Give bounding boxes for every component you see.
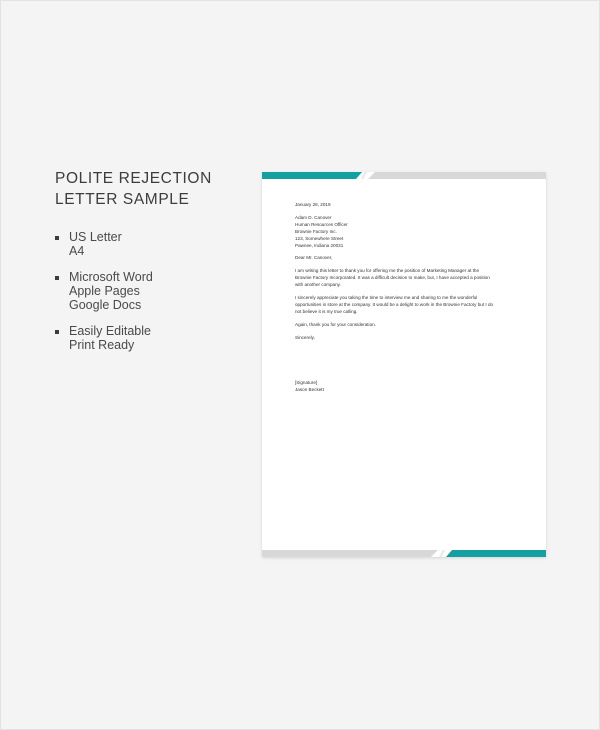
address-line: Human Resources Officer bbox=[295, 221, 348, 227]
template-info-panel bbox=[55, 168, 245, 364]
address-line: Pawnee, Indiana 20031 bbox=[295, 242, 344, 248]
feature-group-apps bbox=[55, 270, 245, 312]
footer-slash-divider bbox=[439, 550, 445, 557]
paragraph-line: with another company. bbox=[295, 282, 341, 288]
title-line: POLITE REJECTION bbox=[55, 170, 212, 187]
feature-item: A4 bbox=[69, 244, 85, 258]
bullet-icon bbox=[55, 330, 59, 334]
feature-item: Google Docs bbox=[69, 298, 142, 312]
feature-group-formats bbox=[55, 230, 245, 258]
letter-preview[interactable] bbox=[262, 172, 546, 557]
header-accent-bar bbox=[262, 172, 362, 179]
feature-item: Microsoft Word bbox=[69, 270, 153, 284]
feature-item: Print Ready bbox=[69, 338, 135, 352]
letter-body bbox=[295, 202, 517, 393]
bullet-icon bbox=[55, 236, 59, 240]
bullet-icon bbox=[55, 276, 59, 280]
sender-name: Jason Beckett bbox=[295, 386, 324, 392]
paragraph-line: I sincerely appreciate you taking the time to interview me and sharing to me the wonderful bbox=[295, 295, 478, 301]
feature-group-usage bbox=[55, 324, 245, 352]
address-line: Adam D. Canover bbox=[295, 214, 332, 220]
address-line: 123, Somewhere Street bbox=[295, 235, 344, 241]
paragraph-line: opportunities in store at the company. It would be a delight to work in the Brownie Factory but I do bbox=[295, 301, 494, 307]
letter-date: January 28, 2019 bbox=[295, 202, 331, 207]
feature-list bbox=[55, 230, 245, 352]
template-title bbox=[55, 168, 245, 210]
feature-item: Easily Editable bbox=[69, 324, 151, 338]
paragraph-line: not believe it is my true calling. bbox=[295, 308, 358, 314]
address-line: Brownie Factory Inc. bbox=[295, 228, 337, 234]
feature-item: Apple Pages bbox=[69, 284, 140, 298]
feature-item: US Letter bbox=[69, 230, 122, 244]
paragraph: Again, thank you for your consideration. bbox=[295, 321, 376, 327]
paragraph-line: I am writing this letter to thank you for offering me the position of Marketing Manager at the bbox=[295, 268, 480, 274]
paragraph-line: Brownie Factory Incorporated. It was a difficult decision to make, but, I have accepted a position bbox=[295, 275, 490, 281]
recipient-address bbox=[295, 215, 517, 250]
signature-block bbox=[295, 380, 517, 394]
footer-accent-bar bbox=[446, 550, 546, 557]
header-grey-bar bbox=[368, 172, 546, 179]
signature-placeholder: [Signature] bbox=[295, 379, 318, 385]
title-line: LETTER SAMPLE bbox=[55, 191, 190, 208]
paragraph bbox=[295, 268, 517, 289]
header-slash-divider bbox=[361, 172, 367, 179]
salutation: Dear Mr. Canover, bbox=[295, 255, 333, 261]
paragraph bbox=[295, 295, 517, 316]
signature-space bbox=[295, 348, 517, 380]
footer-grey-bar bbox=[262, 550, 438, 557]
closing: Sincerely, bbox=[295, 334, 315, 340]
